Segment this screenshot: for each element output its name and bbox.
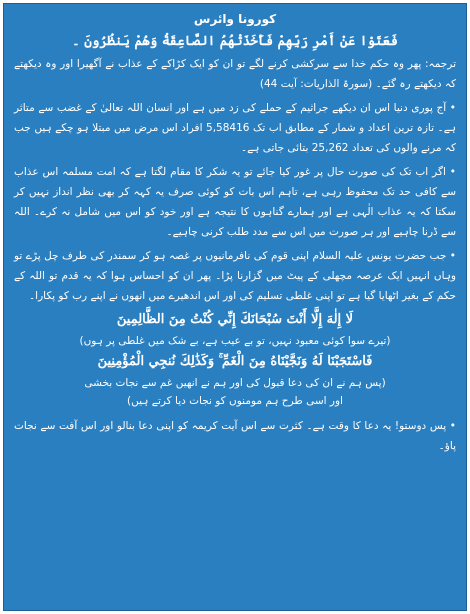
paragraph-closing: • پس دوستو! یہ دعا کا وقت ہے۔ کثرت سے اس آیت کریمہ کو اپنی دعا بنالو اور اس آفت سے نجات پاؤ۔	[14, 420, 456, 452]
paragraph-statistics: • آج پوری دنیا اس ان دیکھے جراثیم کے حملے کی زد میں ہے اور انسان اللہ تعالیٰ کے غضب سے متاثر ہے۔ تازہ ترین اعداد و شمار کے مطابق اب تک 5,58416 افراد اس مرض میں مبتلا ہو چکے ہیں جب کہ مرنے والوں کی تعداد 25,262 بتائی جاتی ہے۔	[14, 102, 456, 154]
document-page	[3, 3, 467, 611]
verse-surah-dhariyat: فَعَتَوْا عَنْ أَمْرِ رَبِّهِمْ فَأَخَذَتْهُمُ الصَّاعِقَةُ وَهُمْ يَنظُرُونَ ۔	[72, 34, 398, 49]
verse-istajabna: فَاسْتَجَبْنَا لَهُ وَنَجَّيْنَاهُ مِنَ الْغَمِّ ۚ وَكَذَٰلِكَ نُنجِي الْمُؤْمِنِينَ	[97, 354, 373, 369]
translation-istajabna-line-2: اور اسی طرح ہم مومنوں کو نجات دیا کرتے ہیں)	[127, 395, 343, 407]
translation-paragraph: ترجمہ: پھر وہ حکم خدا سے سرکشی کرنے لگے تو ان کو ایک کڑاکے کے عذاب نے آگھیرا اور وہ دیکھتے کہ دیکھتے رہ گئے۔ (سورۃ الذاریات: آیت 44)	[14, 58, 456, 90]
verse-dua-yunus: لَا إِلٰهَ إِلَّا أَنْتَ سُبْحَانَكَ إِنِّي كُنْتُ مِنَ الظَّالِمِينَ	[116, 312, 354, 327]
translation-istajabna-line-1: (پس ہم نے ان کی دعا قبول کی اور ہم نے انھیں غم سے نجات بخشی	[84, 377, 386, 389]
page-title: کورونا وائرس	[193, 12, 277, 26]
paragraph-ummah: • اگر اب تک کی صورت حال پر غور کیا جائے تو یہ شکر کا مقام لگتا ہے کہ امت مسلمہ اس عذاب سے کافی حد تک محفوظ رہی ہے، تاہم اس بات کو کوئی صرف یہ کہہ کر بھی نظر انداز نہیں کر سکتا کہ یہ عذاب الٰہی ہے اور ہمارے گناہوں کا نتیجہ ہے اور خود کو اس میں شامل نہ کرے۔ اللہ سے ڈرنا چاہیے اور ہر صورت میں اس سے مدد طلب کرنی چاہیے۔	[14, 166, 456, 238]
translation-dua-yunus: (تیرے سوا کوئی معبود نہیں، تو بے عیب ہے، بے شک میں غلطی پر ہوں)	[79, 335, 391, 347]
paragraph-prophet-yunus: • جب حضرت یونس علیہ السلام اپنی قوم کی نافرمانیوں پر غصہ ہو کر سمندر کی طرف چل پڑے تو وہاں انہیں ایک عرصہ مچھلی کے پیٹ میں گزارنا پڑا۔ پھر ان کو احساس ہوا کہ یہ قدم تو اللہ کے حکم کے بغیر اٹھایا گیا ہے تو اپنی غلطی تسلیم کی اور اس اندھیرے میں انھوں نے اپنے رب کو پکارا۔	[14, 250, 456, 302]
